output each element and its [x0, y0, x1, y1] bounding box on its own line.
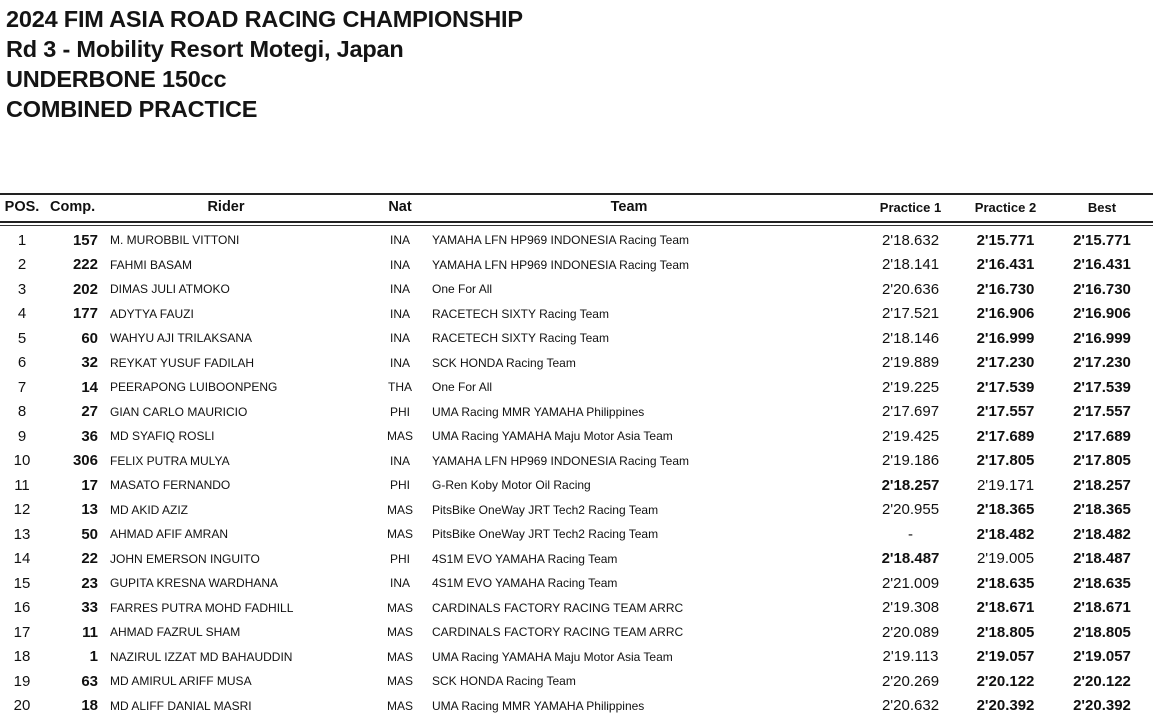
competitor-number-cell: 60 [81, 329, 98, 347]
nationality-cell: PHI [389, 551, 410, 566]
practice2-time-cell: 2'17.557 [976, 403, 1035, 421]
best-time-cell: 2'16.730 [1073, 280, 1131, 298]
position-cell: 2 [17, 256, 27, 274]
rider-name-cell: AHMAD AFIF AMRAN [110, 527, 229, 542]
position-cell: 8 [17, 403, 27, 421]
rider-name-cell: MD SYAFIQ ROSLI [110, 429, 215, 444]
competitor-number-cell: 32 [81, 354, 98, 372]
practice2-time-cell: 2'16.431 [976, 256, 1035, 274]
nationality-cell: INA [389, 282, 410, 297]
best-time-cell: 2'18.257 [1073, 476, 1131, 494]
nationality-cell: MAS [386, 502, 413, 517]
best-time-cell: 2'19.057 [1073, 648, 1131, 666]
position-cell: 13 [13, 525, 31, 543]
team-name-cell: SCK HONDA Racing Team [432, 674, 576, 689]
competitor-number-cell: 27 [81, 403, 98, 421]
competitor-number-cell: 50 [81, 525, 98, 543]
best-time-cell: 2'17.230 [1073, 354, 1131, 372]
competitor-number-cell: 18 [81, 697, 98, 715]
table-row [0, 498, 1153, 523]
practice2-time-cell: 2'17.230 [976, 354, 1035, 372]
position-cell: 19 [13, 672, 31, 690]
team-name-cell: CARDINALS FACTORY RACING TEAM ARRC [432, 625, 684, 640]
nationality-cell: MAS [386, 429, 413, 444]
practice1-time-cell: 2'20.955 [881, 501, 940, 519]
team-name-cell: UMA Racing YAMAHA Maju Motor Asia Team [432, 429, 673, 444]
table-row [0, 522, 1153, 547]
rider-name-cell: MD AMIRUL ARIFF MUSA [110, 674, 252, 689]
class-title: UNDERBONE 150cc [6, 66, 227, 92]
position-cell: 4 [17, 305, 27, 323]
nationality-cell: MAS [386, 600, 413, 615]
rider-name-cell: GUPITA KRESNA WARDHANA [110, 576, 279, 591]
practice1-time-cell: 2'18.141 [881, 256, 940, 274]
best-time-cell: 2'18.482 [1073, 525, 1131, 543]
practice1-time-cell: 2'20.089 [881, 623, 940, 641]
table-row [0, 669, 1153, 694]
table-row [0, 351, 1153, 376]
nationality-cell: INA [389, 306, 410, 321]
position-cell: 10 [13, 452, 31, 470]
practice1-time-cell: 2'17.521 [881, 305, 940, 323]
practice2-time-cell: 2'16.906 [976, 305, 1035, 323]
competitor-number-cell: 306 [72, 452, 98, 470]
rider-name-cell: GIAN CARLO MAURICIO [110, 404, 248, 419]
practice2-time-cell: 2'17.689 [976, 427, 1035, 445]
practice1-time-cell: 2'20.632 [881, 697, 940, 715]
best-time-cell: 2'18.805 [1073, 623, 1131, 641]
practice1-time-cell: 2'17.697 [881, 403, 940, 421]
practice1-time-cell: 2'18.257 [881, 476, 940, 494]
table-row [0, 449, 1153, 474]
competitor-number-cell: 22 [81, 550, 98, 568]
best-time-cell: 2'17.539 [1073, 378, 1131, 396]
table-row [0, 694, 1153, 719]
position-cell: 20 [13, 697, 31, 715]
team-name-cell: UMA Racing MMR YAMAHA Philippines [432, 698, 645, 713]
table-row [0, 253, 1153, 278]
practice2-time-cell: 2'15.771 [976, 231, 1035, 249]
team-name-cell: PitsBike OneWay JRT Tech2 Racing Team [432, 502, 659, 517]
team-name-cell: YAMAHA LFN HP969 INDONESIA Racing Team [432, 233, 689, 248]
practice1-time-cell: 2'18.632 [881, 231, 940, 249]
round-title: Rd 3 - Mobility Resort Motegi, Japan [6, 36, 404, 62]
practice2-time-cell: 2'18.365 [976, 501, 1035, 519]
competitor-number-cell: 222 [72, 256, 98, 274]
team-name-cell: 4S1M EVO YAMAHA Racing Team [432, 551, 618, 566]
rider-name-cell: REYKAT YUSUF FADILAH [110, 355, 255, 370]
team-name-cell: UMA Racing YAMAHA Maju Motor Asia Team [432, 649, 673, 664]
practice2-time-cell: 2'20.122 [976, 672, 1035, 690]
team-name-cell: YAMAHA LFN HP969 INDONESIA Racing Team [432, 453, 689, 468]
rider-name-cell: AHMAD FAZRUL SHAM [110, 625, 241, 640]
position-cell: 5 [17, 329, 27, 347]
competitor-number-cell: 63 [81, 672, 98, 690]
team-name-cell: UMA Racing MMR YAMAHA Philippines [432, 404, 645, 419]
col-rider-header: Rider [207, 199, 245, 215]
practice1-time-cell: 2'20.636 [881, 280, 940, 298]
nationality-cell: MAS [386, 625, 413, 640]
header-bottom-rule [0, 221, 1153, 223]
practice2-time-cell: 2'19.005 [976, 550, 1035, 568]
practice2-time-cell: 2'16.999 [976, 329, 1035, 347]
nationality-cell: INA [389, 331, 410, 346]
practice1-time-cell: 2'19.308 [881, 599, 940, 617]
team-name-cell: RACETECH SIXTY Racing Team [432, 331, 609, 346]
table-row [0, 645, 1153, 670]
table-row [0, 277, 1153, 302]
team-name-cell: YAMAHA LFN HP969 INDONESIA Racing Team [432, 257, 689, 272]
practice2-time-cell: 2'18.635 [976, 574, 1035, 592]
nationality-cell: INA [389, 453, 410, 468]
col-practice2-header: Practice 2 [974, 199, 1037, 215]
best-time-cell: 2'17.805 [1073, 452, 1131, 470]
col-best-header: Best [1087, 199, 1117, 215]
practice1-time-cell: 2'19.113 [882, 648, 939, 666]
table-row [0, 424, 1153, 449]
table-row [0, 302, 1153, 327]
rider-name-cell: ADYTYA FAUZI [110, 306, 194, 321]
best-time-cell: 2'17.557 [1073, 403, 1131, 421]
best-time-cell: 2'17.689 [1073, 427, 1131, 445]
table-row [0, 228, 1153, 253]
table-row [0, 326, 1153, 351]
document-header [6, 4, 523, 124]
team-name-cell: One For All [432, 282, 493, 297]
table-header [0, 195, 1153, 219]
results-table [0, 193, 1153, 718]
practice1-time-cell: - [908, 525, 913, 543]
table-row [0, 620, 1153, 645]
best-time-cell: 2'18.635 [1073, 574, 1131, 592]
practice2-time-cell: 2'17.539 [976, 378, 1035, 396]
position-cell: 1 [17, 231, 27, 249]
competitor-number-cell: 33 [81, 599, 98, 617]
competitor-number-cell: 177 [72, 305, 98, 323]
team-name-cell: SCK HONDA Racing Team [432, 355, 576, 370]
rider-name-cell: DIMAS JULI ATMOKO [110, 282, 230, 297]
table-row [0, 547, 1153, 572]
position-cell: 15 [13, 574, 31, 592]
position-cell: 18 [13, 648, 31, 666]
table-body [0, 228, 1153, 718]
rider-name-cell: JOHN EMERSON INGUITO [110, 551, 260, 566]
position-cell: 7 [17, 378, 27, 396]
practice2-time-cell: 2'16.730 [976, 280, 1035, 298]
position-cell: 3 [17, 280, 27, 298]
team-name-cell: G-Ren Koby Motor Oil Racing [432, 478, 591, 493]
col-practice1-header: Practice 1 [879, 199, 942, 215]
practice2-time-cell: 2'20.392 [976, 697, 1035, 715]
rider-name-cell: FELIX PUTRA MULYA [110, 453, 230, 468]
team-name-cell: RACETECH SIXTY Racing Team [432, 306, 609, 321]
practice1-time-cell: 2'21.009 [881, 574, 940, 592]
position-cell: 16 [13, 599, 31, 617]
team-name-cell: CARDINALS FACTORY RACING TEAM ARRC [432, 600, 684, 615]
position-cell: 12 [13, 501, 31, 519]
table-row [0, 596, 1153, 621]
practice2-time-cell: 2'19.171 [976, 476, 1035, 494]
rider-name-cell: FARRES PUTRA MOHD FADHILL [110, 600, 294, 615]
competitor-number-cell: 17 [81, 476, 98, 494]
position-cell: 11 [14, 476, 30, 494]
header-bottom-rule-inner [0, 225, 1153, 226]
practice1-time-cell: 2'18.146 [881, 329, 940, 347]
table-row [0, 400, 1153, 425]
practice1-time-cell: 2'19.225 [881, 378, 940, 396]
practice2-time-cell: 2'18.671 [976, 599, 1035, 617]
rider-name-cell: FAHMI BASAM [110, 257, 193, 272]
nationality-cell: INA [389, 576, 410, 591]
competitor-number-cell: 13 [81, 501, 98, 519]
nationality-cell: THA [388, 380, 412, 395]
position-cell: 14 [13, 550, 31, 568]
best-time-cell: 2'15.771 [1073, 231, 1131, 249]
nationality-cell: INA [389, 233, 410, 248]
nationality-cell: INA [389, 257, 410, 272]
position-cell: 17 [13, 623, 31, 641]
competitor-number-cell: 202 [72, 280, 98, 298]
practice1-time-cell: 2'19.425 [881, 427, 940, 445]
best-time-cell: 2'20.122 [1073, 672, 1131, 690]
position-cell: 9 [17, 427, 27, 445]
col-nat-header: Nat [388, 199, 412, 215]
rider-name-cell: MD ALIFF DANIAL MASRI [110, 698, 252, 713]
team-name-cell: PitsBike OneWay JRT Tech2 Racing Team [432, 527, 659, 542]
nationality-cell: MAS [386, 527, 413, 542]
nationality-cell: INA [389, 355, 410, 370]
practice1-time-cell: 2'20.269 [881, 672, 940, 690]
col-pos-header: POS. [4, 199, 40, 215]
best-time-cell: 2'20.392 [1073, 697, 1131, 715]
position-cell: 6 [17, 354, 27, 372]
rider-name-cell: MASATO FERNANDO [110, 478, 231, 493]
rider-name-cell: NAZIRUL IZZAT MD BAHAUDDIN [110, 649, 293, 664]
competitor-number-cell: 14 [81, 378, 98, 396]
competitor-number-cell: 157 [72, 231, 98, 249]
nationality-cell: PHI [389, 478, 410, 493]
rider-name-cell: PEERAPONG LUIBOONPENG [110, 380, 278, 395]
nationality-cell: PHI [389, 404, 410, 419]
col-comp-header: Comp. [50, 199, 96, 215]
session-title: COMBINED PRACTICE [6, 96, 258, 122]
table-row [0, 375, 1153, 400]
practice2-time-cell: 2'18.805 [976, 623, 1035, 641]
rider-name-cell: M. MUROBBIL VITTONI [110, 233, 240, 248]
best-time-cell: 2'16.906 [1073, 305, 1131, 323]
practice2-time-cell: 2'17.805 [976, 452, 1035, 470]
best-time-cell: 2'18.487 [1073, 550, 1131, 568]
rider-name-cell: WAHYU AJI TRILAKSANA [110, 331, 253, 346]
table-row [0, 571, 1153, 596]
practice2-time-cell: 2'18.482 [976, 525, 1035, 543]
nationality-cell: MAS [386, 698, 413, 713]
competitor-number-cell: 36 [81, 427, 98, 445]
best-time-cell: 2'18.671 [1073, 599, 1131, 617]
practice1-time-cell: 2'19.889 [881, 354, 940, 372]
practice1-time-cell: 2'19.186 [881, 452, 940, 470]
col-team-header: Team [610, 199, 648, 215]
rider-name-cell: MD AKID AZIZ [110, 502, 189, 517]
practice2-time-cell: 2'19.057 [976, 648, 1035, 666]
table-row [0, 473, 1153, 498]
championship-title: 2024 FIM ASIA ROAD RACING CHAMPIONSHIP [6, 6, 523, 32]
competitor-number-cell: 1 [89, 648, 98, 666]
practice1-time-cell: 2'18.487 [881, 550, 940, 568]
team-name-cell: One For All [432, 380, 493, 395]
nationality-cell: MAS [386, 649, 413, 664]
best-time-cell: 2'16.431 [1073, 256, 1131, 274]
team-name-cell: 4S1M EVO YAMAHA Racing Team [432, 576, 618, 591]
best-time-cell: 2'18.365 [1073, 501, 1131, 519]
competitor-number-cell: 23 [81, 574, 98, 592]
competitor-number-cell: 11 [82, 623, 98, 641]
nationality-cell: MAS [386, 674, 413, 689]
best-time-cell: 2'16.999 [1073, 329, 1131, 347]
